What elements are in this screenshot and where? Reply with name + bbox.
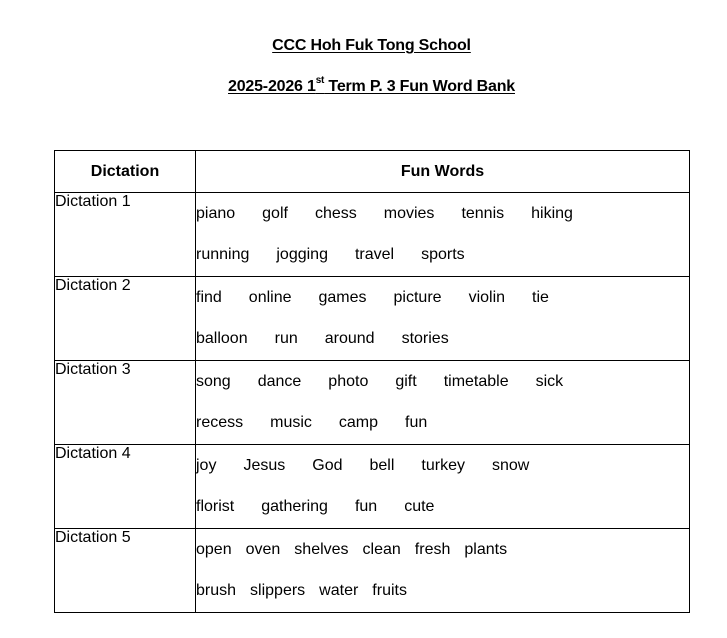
word-line (196, 277, 689, 318)
word-line (196, 570, 689, 611)
fun-words-cell (196, 277, 690, 361)
fun-word: dance (257, 373, 302, 390)
dictation-label: Dictation 2 (55, 277, 196, 361)
fun-word: cute (404, 498, 435, 515)
fun-word: movies (383, 205, 435, 222)
word-line (196, 361, 689, 402)
dictation-label: Dictation 1 (55, 193, 196, 277)
fun-words-cell (196, 445, 690, 529)
word-line (196, 445, 689, 486)
fun-word: gift (395, 373, 417, 390)
fun-word: fresh (414, 541, 451, 558)
fun-word: games (318, 289, 367, 306)
fun-word: song (196, 373, 231, 390)
table-body (55, 193, 690, 613)
table-row (55, 361, 690, 445)
wordbank-title-suffix: Term P. 3 Fun Word Bank (324, 78, 515, 95)
fun-word: snow (491, 457, 530, 474)
fun-word: tennis (461, 205, 505, 222)
fun-word: running (196, 246, 250, 263)
fun-words-cell (196, 529, 690, 613)
school-title: CCC Hoh Fuk Tong School (272, 37, 471, 54)
fun-word: florist (196, 498, 235, 515)
table-row (55, 529, 690, 613)
fun-word: run (274, 330, 298, 347)
fun-word: Jesus (243, 457, 286, 474)
fun-word: violin (468, 289, 506, 306)
fun-word: hiking (531, 205, 573, 222)
word-bank-table (54, 150, 690, 613)
table-row (55, 193, 690, 277)
word-line (196, 402, 689, 443)
dictation-label: Dictation 4 (55, 445, 196, 529)
table-row (55, 445, 690, 529)
fun-word: open (196, 541, 232, 558)
fun-word: turkey (421, 457, 465, 474)
fun-word: travel (354, 246, 395, 263)
fun-word: plants (464, 541, 508, 558)
fun-word: oven (245, 541, 281, 558)
fun-word: photo (328, 373, 369, 390)
fun-word: water (319, 582, 359, 599)
column-header-fun-words: Fun Words (196, 151, 690, 193)
fun-word: piano (196, 205, 236, 222)
fun-word: timetable (443, 373, 509, 390)
fun-word: God (312, 457, 343, 474)
fun-word: fun (405, 414, 428, 431)
word-line (196, 193, 689, 234)
word-line (196, 486, 689, 527)
fun-words-cell (196, 361, 690, 445)
word-line (196, 529, 689, 570)
wordbank-title-prefix: 2025-2026 1 (228, 78, 316, 95)
fun-word: sports (421, 246, 465, 263)
fun-word: shelves (294, 541, 349, 558)
fun-word: music (270, 414, 312, 431)
fun-word: fun (354, 498, 378, 515)
wordbank-title (0, 75, 727, 96)
fun-word: golf (262, 205, 288, 222)
fun-word: sick (535, 373, 564, 390)
fun-word: chess (314, 205, 357, 222)
fun-word: tie (532, 289, 549, 306)
wordbank-title-superscript: st (315, 75, 325, 86)
fun-word: camp (338, 414, 379, 431)
fun-word: find (196, 289, 222, 306)
table-header-row (55, 151, 690, 193)
table-row (55, 277, 690, 361)
fun-word: clean (362, 541, 401, 558)
word-line (196, 234, 689, 275)
column-header-dictation: Dictation (55, 151, 196, 193)
fun-word: around (324, 330, 375, 347)
fun-word: bell (369, 457, 395, 474)
fun-words-cell (196, 193, 690, 277)
fun-word: picture (393, 289, 442, 306)
dictation-label: Dictation 5 (55, 529, 196, 613)
fun-word: slippers (250, 582, 306, 599)
fun-word: recess (196, 414, 244, 431)
fun-word: balloon (196, 330, 248, 347)
fun-word: stories (401, 330, 449, 347)
fun-word: online (248, 289, 292, 306)
dictation-label: Dictation 3 (55, 361, 196, 445)
word-line (196, 318, 689, 359)
fun-word: gathering (261, 498, 328, 515)
fun-word: joy (196, 457, 217, 474)
fun-word: brush (196, 582, 237, 599)
fun-word: jogging (276, 246, 328, 263)
fun-word: fruits (372, 582, 407, 599)
